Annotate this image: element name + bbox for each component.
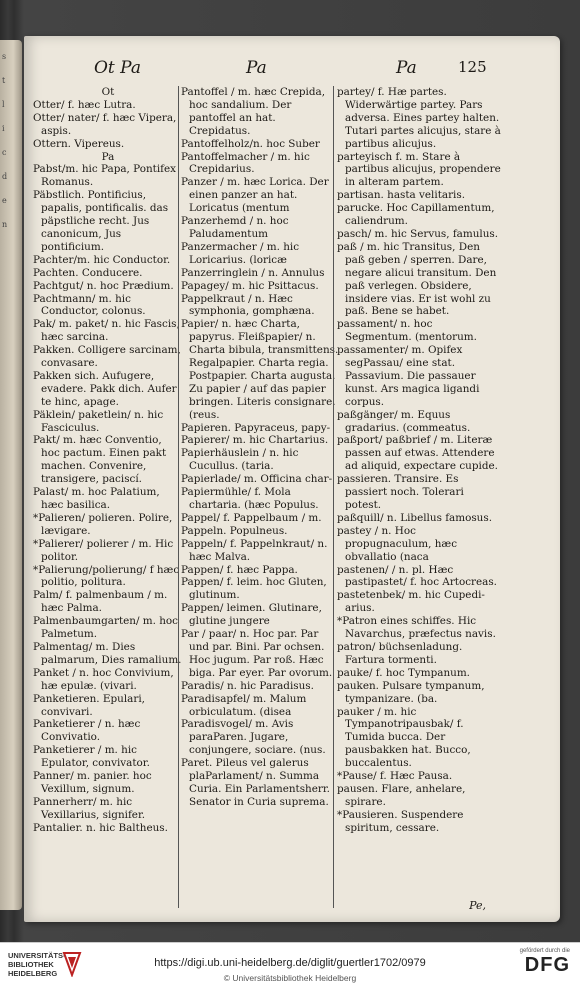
viewer-footer (0, 942, 580, 991)
dictionary-entry: parteyisch f. m. Stare à partibus alicujus, propendere in alteram partem. (337, 150, 501, 189)
book-page (24, 36, 560, 922)
dictionary-entry: Päbstlich. Pontificius, papalis, pontificalis. das päpstliche recht. Jus canonicum, Jus pontificium. (33, 189, 169, 253)
dictionary-entry: Panketierer / n. hæc Convivatio. (33, 718, 141, 744)
dictionary-entry: paßport/ paßbrief / m. Literæ passen auf etwas. Attendere ad aliquid, expectare cupide. (337, 434, 498, 473)
margin-fragment: t (2, 76, 6, 85)
dictionary-entry: passieren. Transire. Es passiert noch. Tolerari potest. (337, 473, 464, 511)
dictionary-entry: pausen. Flare, anhelare, spirare. (337, 782, 466, 808)
dictionary-entry: Pak/ m. paket/ n. hic Fascis, hæc sarcina. (33, 318, 180, 344)
running-head-left: Ot Pa (94, 58, 141, 78)
dictionary-entry: Papieren. Papyraceus, papy- (181, 421, 331, 434)
dictionary-entry: passamenter/ m. Opifex segPassau/ eine stat. Passavium. Die passauer kunst. Ars magica ligandi corpus. (337, 344, 480, 408)
dictionary-entry: parucke. Hoc Capillamentum, caliendrum. (337, 202, 495, 228)
dictionary-entry: *Palierung/polierung/ f hæc politio, politura. (33, 563, 180, 589)
dictionary-entry: Panketieren. Epulari, convivari. (33, 692, 145, 718)
dictionary-entry: Papierhäuslein / n. hic Cucullus. (taria. (181, 447, 299, 473)
dictionary-entry: Palm/ f. palmenbaum / m. hæc Palma. (33, 589, 168, 615)
dictionary-entry: Paradisvogel/ m. Avis paraParen. Jugare, conjungere, sociare. (nus. (181, 718, 326, 757)
dfg-logo: DFG (524, 954, 570, 976)
dictionary-entry: Ottern. Vipereus. (33, 137, 125, 150)
dictionary-entry: Papiermühle/ f. Mola chartaria. (hæc Populus. (181, 486, 319, 511)
dictionary-entry: *Palierer/ polierer / m. Hic politor. (33, 537, 174, 563)
library-line-1: UNIVERSITÄTS- (8, 951, 66, 960)
dictionary-entry: Panzermacher / m. hic Loricarius. (loricæ (181, 240, 300, 266)
dictionary-entry: pauker / m. hic Tympanotripausbak/ f. Tumida bucca. Der pausbakken hat. Bucco, buccalentus. (337, 705, 471, 770)
margin-fragment: c (2, 148, 7, 157)
dictionary-entry: Pakt/ m. hæc Conventio, hoc pactum. Einen pakt machen. Convenire, transigere, paciscí. (33, 434, 167, 486)
margin-fragment: d (2, 172, 8, 181)
dictionary-entry: Pappen/ f. leim. hoc Gluten, glutinum. (181, 576, 327, 602)
dictionary-entry: paß / m. hic Transitus, Den paß geben / sperren. Dare, negare alicui transitum. Den paß verlegen. Obsidere, insidere vias. Er ist wohl zu paß. Bene se habet. (337, 240, 497, 318)
dictionary-entry: *Pause/ f. Hæc Pausa. (337, 770, 453, 783)
dictionary-entry: *Palieren/ polieren. Polire, lævigare. (33, 511, 173, 537)
funded-by-label: gefördert durch die (519, 948, 570, 954)
dictionary-entry: pastetenbek/ m. hic Cupedi-arius. (337, 589, 485, 615)
dictionary-entry: pasch/ m. hic Servus, famulus. (337, 227, 499, 240)
dictionary-entry: Paret. Pileus vel galerus plaParlament/ n. Summa Curia. Ein Parlamentsherr. Senator in Curia suprema. (181, 757, 330, 808)
dictionary-entry: *Pausieren. Suspendere spiritum, cessare. (337, 808, 464, 834)
dictionary-entry: Pappelkraut / n. Hæc symphonia, gomphæna. (181, 292, 315, 318)
dictionary-entry: Pantoffelmacher / m. hic Crepidarius. (181, 150, 310, 176)
running-head-middle: Pa (246, 58, 267, 78)
dictionary-entry: paßgänger/ m. Equus gradarius. (commeatus. (337, 408, 471, 434)
library-line-2: BIBLIOTHEK (8, 960, 54, 969)
dictionary-entry: Panket / n. hoc Convivium, hæ epulæ. (vivari. (33, 666, 174, 692)
dictionary-entry: Palast/ m. hoc Palatium, hæc basilica. (33, 486, 160, 511)
dictionary-entry: Päklein/ paketlein/ n. hic Fasciculus. (33, 408, 164, 434)
dictionary-entry: pastenen/ / n. pl. Hæc pastipastet/ f. hoc Artocreas. (337, 563, 497, 589)
dictionary-entry: Pappen/ leimen. Glutinare, glutine jungere (181, 602, 322, 628)
dictionary-entry: partisan. hasta velitaris. (337, 189, 465, 202)
dictionary-entry: Papierlade/ m. Officina char- (181, 473, 333, 486)
column-3 (333, 86, 501, 908)
dictionary-entry: Panzerringlein / n. Annulus (181, 266, 325, 279)
dictionary-entry: Palmenbaumgarten/ m. hoc Palmetum. (33, 615, 178, 641)
dictionary-entry: Pa (101, 150, 115, 163)
dictionary-entry: Papierer/ m. hic Chartarius. (181, 434, 329, 447)
dictionary-entry: Par / paar/ n. Hoc par. Par und par. Bini. Par ochsen. Hoc jugum. Par roß. Hæc biga. Par eyer. Par ovorum. (181, 628, 333, 679)
facing-page-edge (0, 40, 22, 910)
margin-fragment: n (2, 220, 8, 229)
dictionary-entry: pauke/ f. hoc Tympanum. (337, 666, 470, 679)
dictionary-entry: Pantoffel / m. hæc Crepida, hoc sandalium. Der pantoffel an hat. Crepidatus. (181, 86, 326, 137)
dictionary-entry: Panketierer / m. hic Epulator, convivator. (33, 744, 150, 770)
column-2 (178, 86, 339, 908)
dictionary-entry: pastey / n. Hoc propugnaculum, hæc obvallatio (naca (337, 524, 458, 563)
dictionary-entry: Pachtgut/ n. hoc Prædium. (33, 279, 174, 292)
dictionary-entry: Papier/ n. hæc Charta, papyrus. Fleißpapier/ n. Charta bibula, transmittens. Regalpapier. Charta regia. Postpapier. Charta augusta. Zu papier / auf das papier bringen. Literis consignare. (reus. (181, 318, 339, 421)
page-number: 125 (458, 58, 487, 76)
dictionary-entry: Panner/ m. panier. hoc Vexillum, signum. (33, 770, 152, 795)
permalink[interactable]: https://digi.ub.uni-heidelberg.de/diglit/guertler1702/0979 (154, 957, 426, 969)
margin-fragment: l (2, 100, 5, 109)
dictionary-entry: partey/ f. Hæ partes. Widerwärtige partey. Pars adversa. Eines partey halten. Tutari partes alicujus, stare à partibus alicujus. (337, 86, 501, 150)
dictionary-entry: Otter/ nater/ f. hæc Vipera, aspis. (33, 111, 177, 137)
funder-logo (520, 948, 570, 976)
running-head-right: Pa (396, 58, 417, 78)
dictionary-entry: Pabst/m. hic Papa, Pontifex Romanus. (33, 163, 177, 189)
dictionary-entry: passament/ n. hoc Segmentum. (mentorum. (337, 318, 477, 344)
dictionary-entry: Pappeln. Populneus. (181, 524, 288, 537)
dictionary-entry: Pachten. Conducere. (33, 266, 143, 279)
dictionary-entry: Panzer / m. hæc Lorica. Der einen panzer an hat. Loricatus (mentum (181, 176, 329, 215)
margin-fragment: s (2, 52, 7, 61)
dictionary-entry: patron/ büchsenladung. Fartura tormenti. (337, 640, 463, 666)
dictionary-entry: Pappeln/ f. Pappelnkraut/ n. hæc Malva. (181, 537, 328, 563)
dictionary-entry: Pantalier. n. hic Baltheus. (33, 821, 168, 834)
running-head (24, 58, 560, 84)
dictionary-entry: Palmentag/ m. Dies palmarum, Dies ramalium. (33, 640, 182, 666)
dictionary-entry: Paradisapfel/ m. Malum orbiculatum. (disea (181, 692, 307, 718)
dictionary-entry: pauken. Pulsare tympanum, tympanizare. (ba. (337, 679, 485, 705)
dictionary-entry: Pappel/ f. Pappelbaum / m. (181, 511, 322, 524)
dictionary-entry: Pakken. Colligere sarcinam, convasare. (33, 344, 181, 370)
margin-fragment: e (2, 196, 7, 205)
dictionary-entry: Pantoffelholz/n. hoc Suber (181, 137, 320, 150)
dictionary-entry: Pachter/m. hic Conductor. (33, 253, 171, 266)
dictionary-entry: Otter/ f. hæc Lutra. (33, 98, 136, 111)
dictionary-entry: Pakken sich. Aufugere, evadere. Pakk dich. Aufer te hinc, apage. (33, 369, 177, 408)
dictionary-entry: Ot (101, 86, 115, 98)
dictionary-entry: *Patron eines schiffes. Hic Navarchus, præfectus navis. (337, 615, 496, 641)
margin-fragment: i (2, 124, 5, 133)
dictionary-entry: Pachtmann/ m. hic Conductor, colonus. (33, 292, 146, 318)
copyright: © Universitätsbibliothek Heidelberg (223, 973, 357, 983)
dictionary-entry: Pappen/ f. hæc Pappa. (181, 563, 298, 576)
catchword: Pe, (469, 899, 486, 912)
dictionary-entry: Paradis/ n. hic Paradisus. (181, 679, 314, 692)
dictionary-entry: paßquill/ n. Libellus famosus. (337, 511, 493, 524)
dictionary-entry: Panzerhemd / n. hoc Paludamentum (181, 215, 289, 240)
column-1 (33, 86, 183, 908)
dictionary-entry: Papagey/ m. hic Psittacus. (181, 279, 319, 292)
dictionary-entry: Pannerherr/ m. hic Vexillarius, signifer. (33, 795, 146, 821)
library-line-3: HEIDELBERG (8, 969, 58, 978)
